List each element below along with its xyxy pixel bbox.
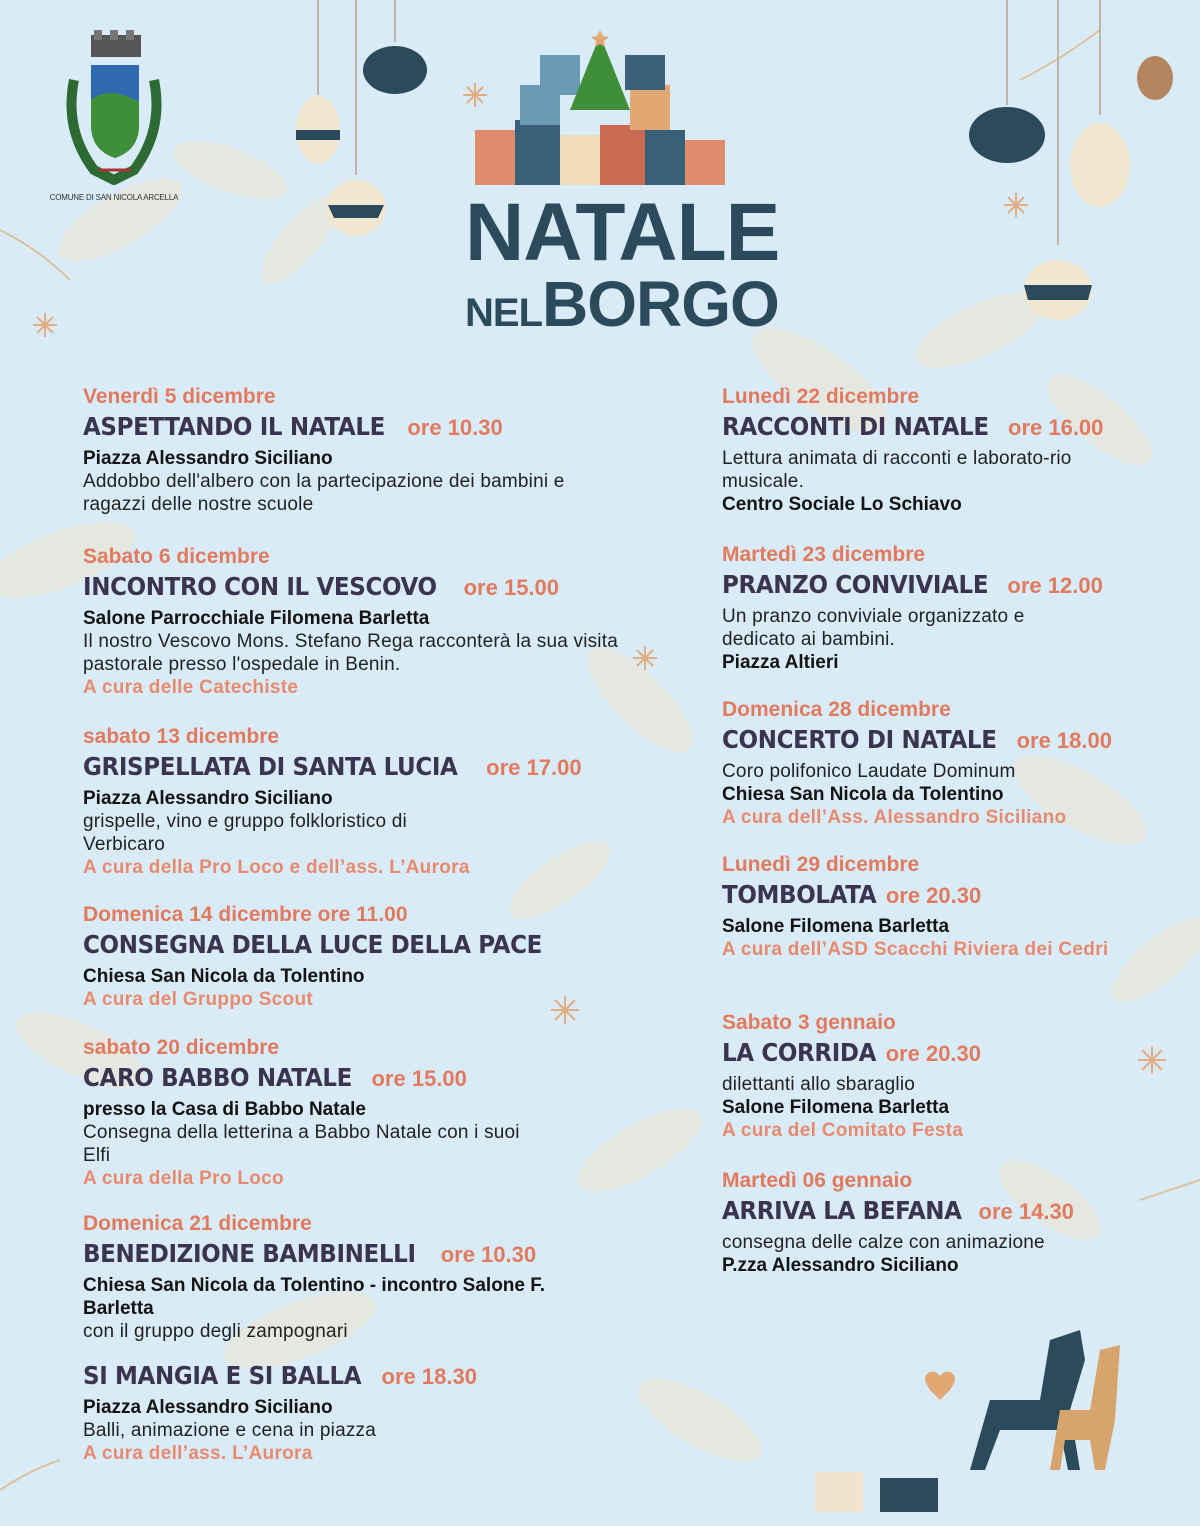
event-place: Chiesa San Nicola da Tolentino (83, 966, 365, 987)
event-date: sabato 13 dicembre (83, 725, 280, 748)
event-place: Piazza Alessandro Siciliano (83, 448, 333, 469)
event-organizer: A cura della Pro Loco (83, 1168, 284, 1189)
event-date: Sabato 6 dicembre (83, 545, 270, 568)
event-heading (722, 1036, 1142, 1073)
event-title: GRISPELLATA DI SANTA LUCIA (83, 752, 458, 781)
event-title: CONCERTO DI NATALE (722, 725, 997, 754)
event-time: ore 15.00 (457, 575, 560, 600)
event-organizer: A cura della Pro Loco e dell’ass. L’Aurora (83, 857, 470, 878)
event-place: Salone Filomena Barletta (722, 916, 950, 937)
event-item (722, 384, 1142, 542)
event-date: Domenica 14 dicembre ore 11.00 (83, 903, 408, 926)
event-description: dilettanti allo sbaraglio (722, 1074, 916, 1095)
event-heading (83, 750, 623, 787)
event-title: CARO BABBO NATALE (83, 1063, 352, 1092)
event-item (722, 1010, 1142, 1168)
event-date: Lunedì 22 dicembre (722, 385, 920, 408)
coat-of-arms-icon (54, 30, 174, 185)
event-item (83, 1211, 623, 1359)
event-organizer: A cura del Gruppo Scout (83, 989, 313, 1010)
event-date: Venerdì 5 dicembre (83, 385, 276, 408)
event-title: ARRIVA LA BEFANA (722, 1196, 962, 1225)
municipal-crest (44, 30, 184, 202)
event-description: Balli, animazione e cena in piazza (83, 1420, 377, 1441)
event-item (83, 384, 623, 544)
event-heading (83, 1061, 623, 1098)
event-date: Martedì 06 gennaio (722, 1169, 913, 1192)
event-item (83, 1359, 623, 1465)
event-description: Il nostro Vescovo Mons. Stefano Rega racconterà la sua visita pastorale presso l'ospedale in Benin. (83, 631, 618, 675)
event-description: consegna delle calze con animazione (722, 1232, 1045, 1253)
event-heading (722, 1194, 1142, 1231)
event-place: Salone Parrocchiale Filomena Barletta (83, 608, 430, 629)
event-time: ore 20.30 (879, 883, 982, 908)
event-item (722, 852, 1142, 1010)
event-description: grispelle, vino e gruppo folkloristico di Verbicaro (83, 811, 407, 855)
event-time: ore 20.30 (879, 1041, 982, 1066)
event-heading (722, 568, 1142, 605)
event-item (83, 544, 623, 724)
event-place: Piazza Alessandro Siciliano (83, 788, 333, 809)
municipality-caption: COMUNE DI SAN NICOLA ARCELLA (49, 193, 179, 202)
event-heading (83, 410, 623, 447)
event-date: Martedì 23 dicembre (722, 543, 926, 566)
event-time: ore 18.30 (375, 1364, 477, 1389)
event-title: PRANZO CONVIVIALE (722, 570, 989, 599)
event-heading (83, 1359, 623, 1396)
event-place: P.zza Alessandro Siciliano (722, 1255, 959, 1276)
event-heading (722, 410, 1142, 447)
event-place: Salone Filomena Barletta (722, 1097, 950, 1118)
event-place: Centro Sociale Lo Schiavo (722, 494, 962, 515)
event-heading (83, 928, 623, 965)
event-heading (83, 1237, 623, 1274)
event-time: ore 17.00 (480, 755, 582, 780)
event-title: BENEDIZIONE BAMBINELLI (83, 1239, 416, 1268)
event-date: sabato 20 dicembre (83, 1036, 280, 1059)
event-item (722, 697, 1142, 852)
event-date: Domenica 21 dicembre (83, 1212, 312, 1235)
event-place: Chiesa San Nicola da Tolentino - incontro Salone F. Barletta (83, 1275, 546, 1319)
event-item (83, 1035, 623, 1211)
event-date: Sabato 3 gennaio (722, 1011, 896, 1034)
event-description: Coro polifonico Laudate Dominum (722, 761, 1016, 782)
event-time: ore 18.00 (1010, 728, 1112, 753)
event-place: Piazza Alessandro Siciliano (83, 1397, 333, 1418)
event-item (722, 1168, 1142, 1277)
event-heading (83, 570, 623, 607)
event-title: INCONTRO CON IL VESCOVO (83, 572, 437, 601)
event-place: presso la Casa di Babbo Natale (83, 1099, 366, 1120)
event-title: TOMBOLATA (722, 880, 877, 909)
event-logo (465, 30, 780, 340)
event-place: Piazza Altieri (722, 652, 839, 673)
event-description: Consegna della letterina a Babbo Natale con i suoi Elfi (83, 1122, 520, 1166)
event-title: RACCONTI DI NATALE (722, 412, 989, 441)
left-event-column (83, 384, 623, 1465)
event-item (83, 902, 623, 1035)
event-item (722, 542, 1142, 697)
event-title: LA CORRIDA (722, 1038, 877, 1067)
event-organizer: A cura delle Catechiste (83, 677, 299, 698)
event-time: ore 15.00 (365, 1066, 467, 1091)
event-place: Chiesa San Nicola da Tolentino (722, 784, 1004, 805)
event-title-prefix: NEL (465, 290, 542, 335)
event-heading (722, 723, 1142, 760)
event-title-main: BORGO (542, 267, 779, 340)
event-description: Addobbo dell'albero con la partecipazione dei bambini e ragazzi delle nostre scuole (83, 471, 565, 515)
event-description: Lettura animata di racconti e laborato-rio musicale. (722, 448, 1072, 492)
event-time: ore 16.00 (1001, 415, 1104, 440)
event-item (83, 724, 623, 902)
event-time: ore 14.30 (972, 1199, 1074, 1224)
event-date: Domenica 28 dicembre (722, 698, 951, 721)
event-time: ore 12.00 (1001, 573, 1103, 598)
event-time: ore 10.30 (401, 415, 503, 440)
event-title-line1: NATALE (465, 187, 780, 278)
event-organizer: A cura del Comitato Festa (722, 1120, 964, 1141)
event-date: Lunedì 29 dicembre (722, 853, 920, 876)
event-description: con il gruppo degli zampognari (83, 1321, 348, 1342)
event-description: Un pranzo conviviale organizzato e dedicato ai bambini. (722, 606, 1025, 650)
event-title: CONSEGNA DELLA LUCE DELLA PACE (83, 930, 542, 959)
event-organizer: A cura dell’Ass. Alessandro Siciliano (722, 807, 1067, 828)
event-organizer: A cura dell’ASD Scacchi Riviera dei Cedri (722, 939, 1109, 960)
event-title: ASPETTANDO IL NATALE (83, 412, 385, 441)
event-organizer: A cura dell’ass. L’Aurora (83, 1443, 313, 1464)
right-event-column (722, 384, 1142, 1277)
village-houses-icon (465, 30, 735, 190)
event-heading (722, 878, 1142, 915)
event-title: SI MANGIA E SI BALLA (83, 1361, 362, 1390)
event-time: ore 10.30 (434, 1242, 537, 1267)
event-title-line2 (465, 267, 779, 340)
